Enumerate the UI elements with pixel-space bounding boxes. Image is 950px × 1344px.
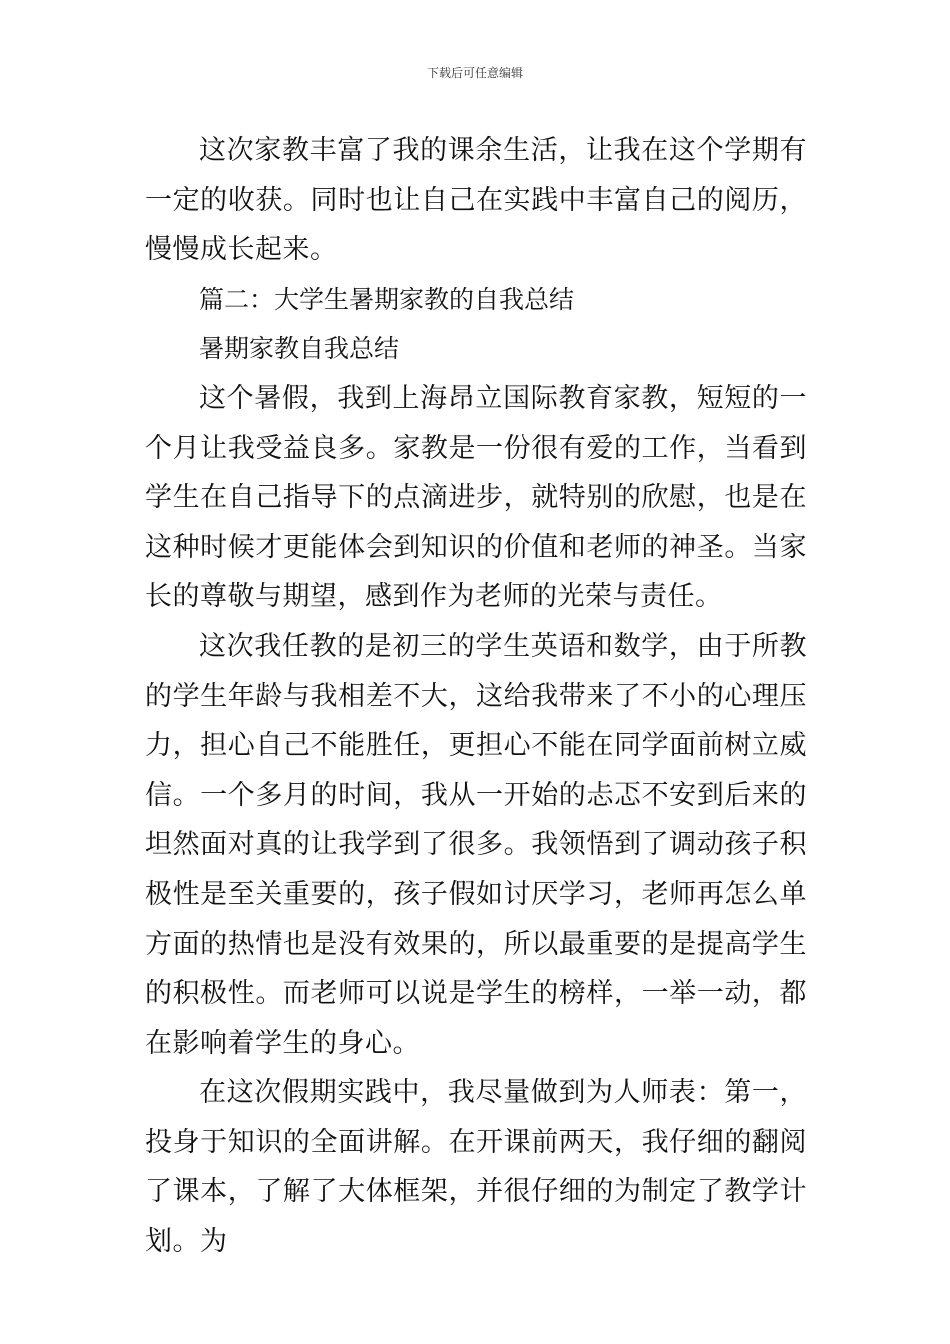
- page-header-note: 下载后可任意编辑: [426, 66, 523, 80]
- section-heading: 篇二：大学生暑期家教的自我总结: [199, 284, 575, 314]
- document-body: [145, 126, 807, 1267]
- paragraph-3: 这次我任教的是初三的学生英语和数学，由于所教的学生年龄与我相差不大，这给我带来了不小的心理压力，担心自己不能胜任，更担心不能在同学面前树立威信。一个多月的时间，我从一开始的忐忑不安到后来的坦然面对真的让我学到了很多。我领悟到了调动孩子积极性是至关重要的，孩子假如讨厌学习，老师再怎么单方面的热情也是没有效果的，所以最重要的是提高学生的积极性。而老师可以说是学生的榜样，一举一动，都在影响着学生的身心。: [145, 630, 807, 1059]
- paragraph-1: 这次家教丰富了我的课余生活，让我在这个学期有一定的收获。同时也让自己在实践中丰富自己的阅历，慢慢成长起来。: [145, 135, 807, 266]
- paragraph-4: 在这次假期实践中，我尽量做到为人师表：第一，投身于知识的全面讲解。在开课前两天，我仔细的翻阅了课本，了解了大体框架，并很仔细的为制定了教学计划。为: [145, 1077, 807, 1258]
- paragraph-2: 这个暑假，我到上海昂立国际教育家教，短短的一个月让我受益良多。家教是一份很有爱的工作，当看到学生在自己指导下的点滴进步，就特别的欣慰，也是在这种时候才更能体会到知识的价值和老师的神圣。当家长的尊敬与期望，感到作为老师的光荣与责任。: [145, 382, 807, 613]
- section-subheading: 暑期家教自我总结: [199, 334, 400, 364]
